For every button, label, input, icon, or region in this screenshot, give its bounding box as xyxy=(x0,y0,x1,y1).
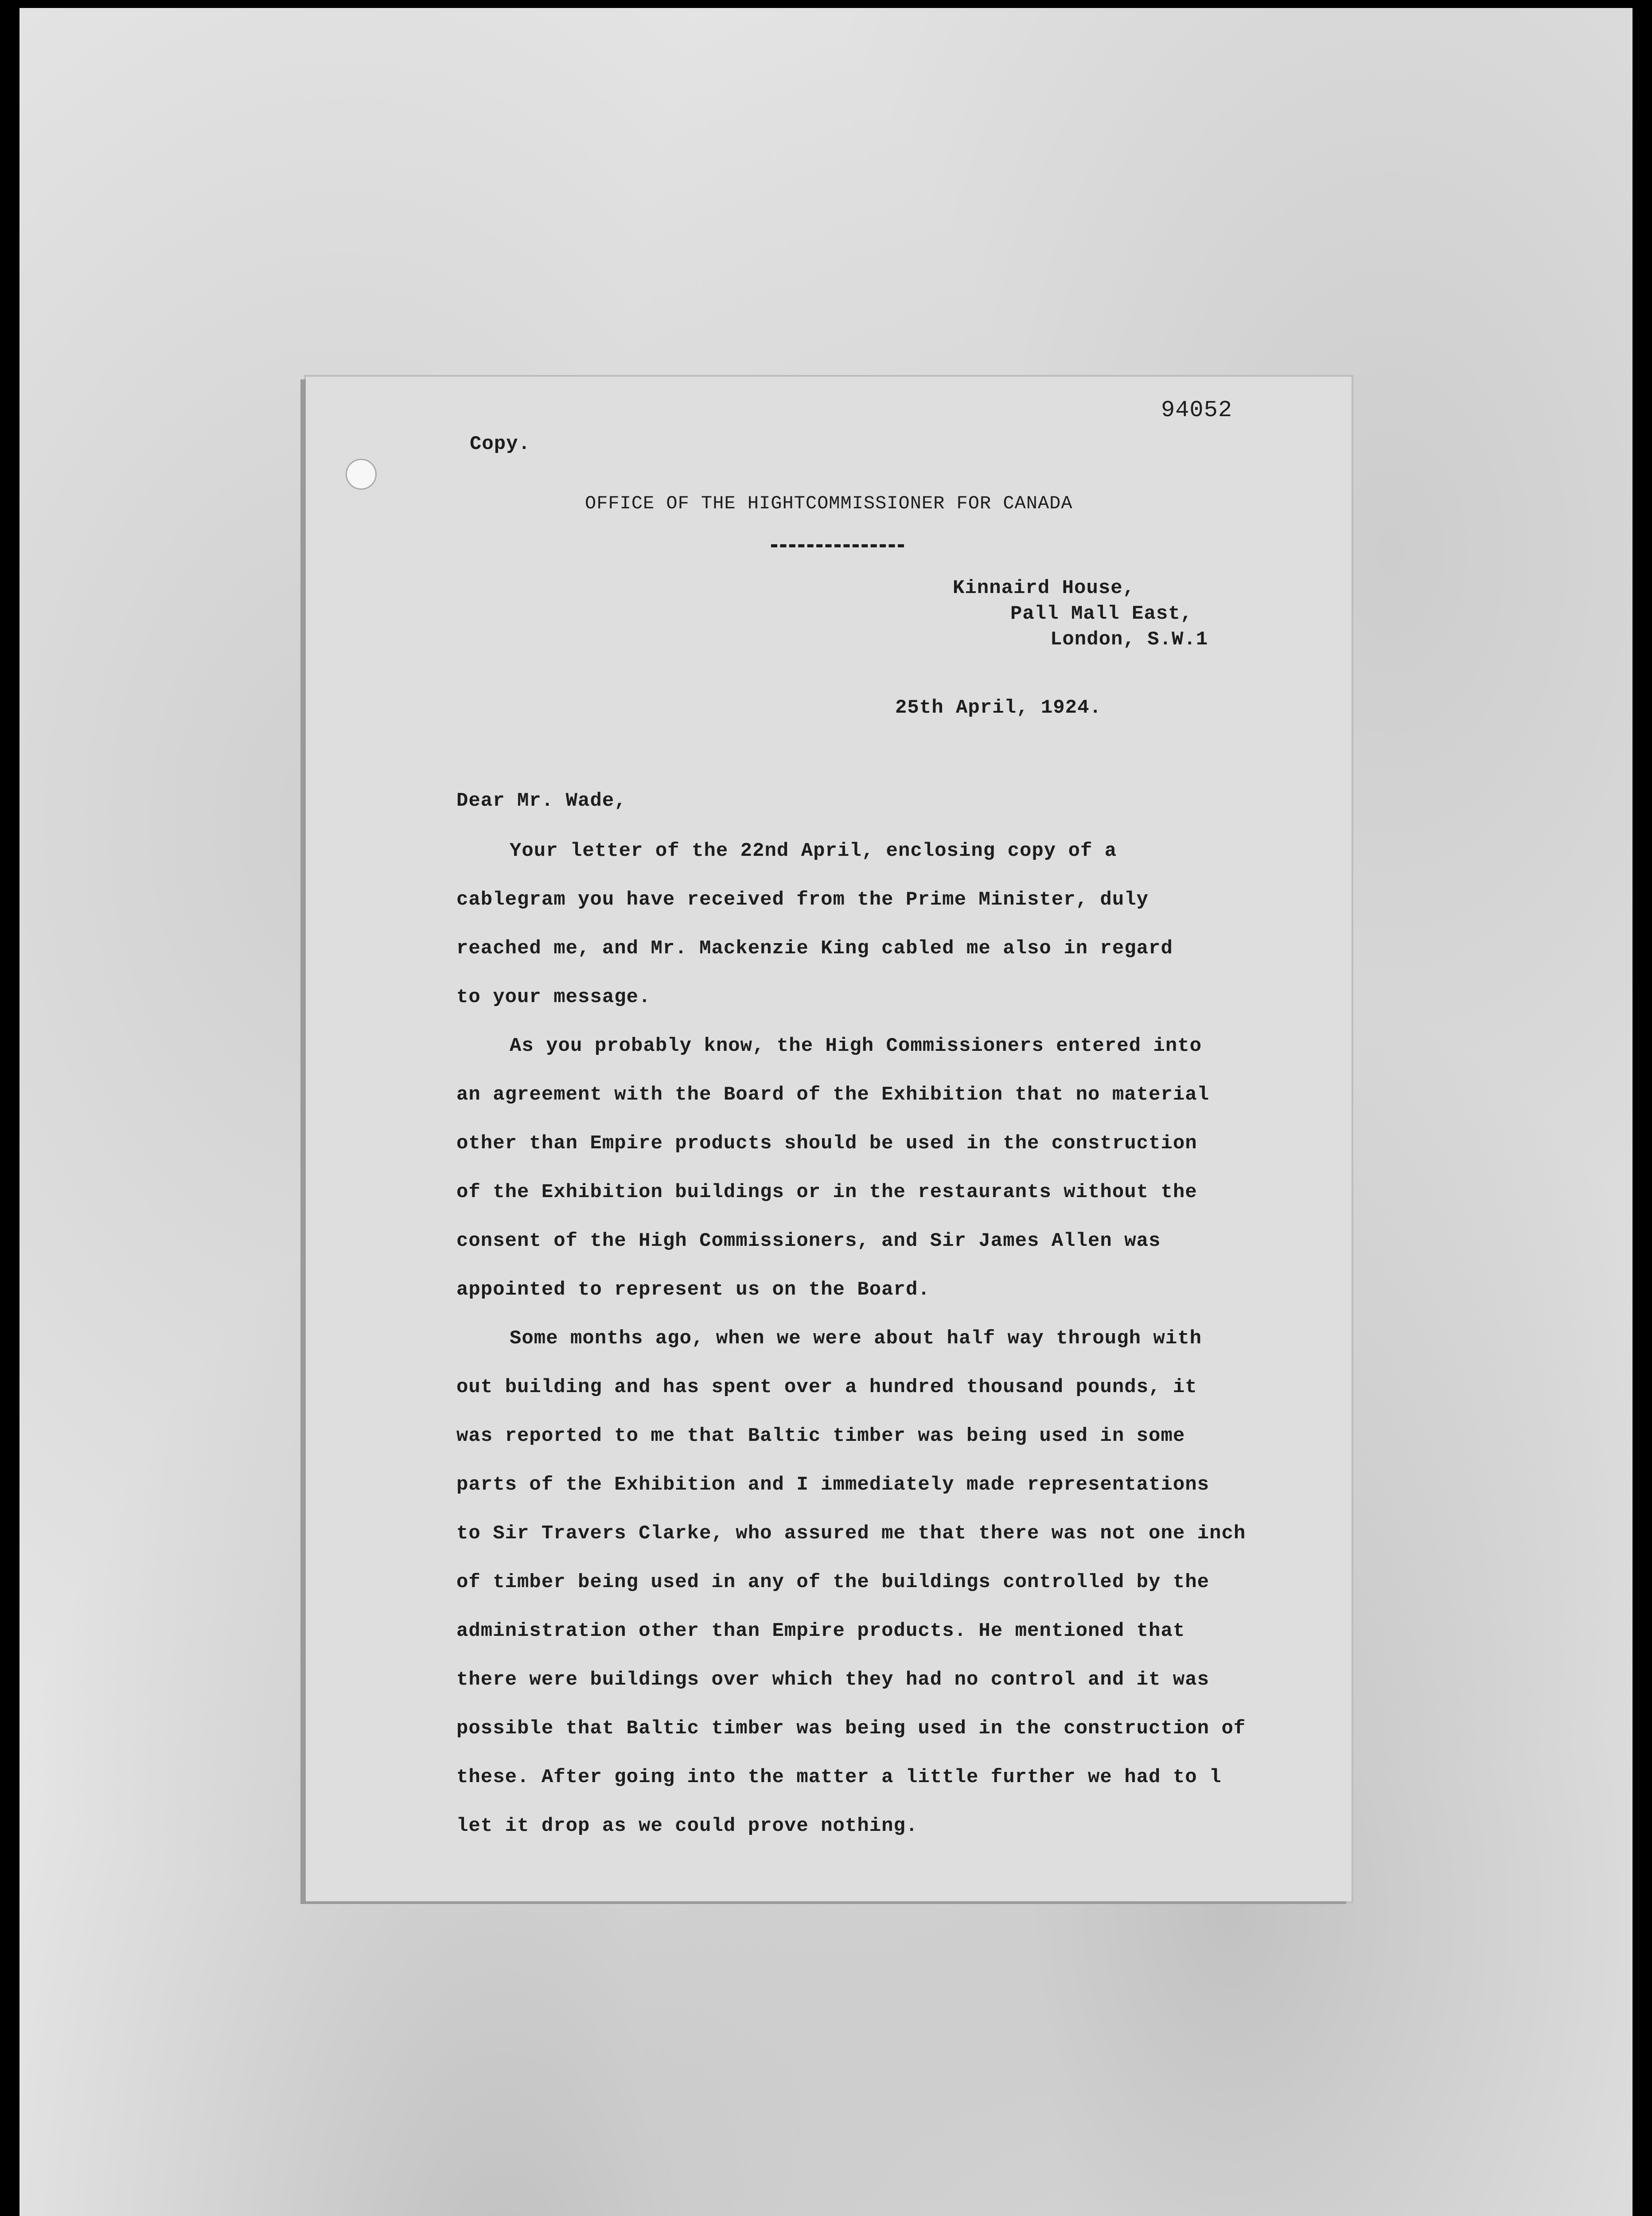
body-line: cablegram you have received from the Prime Minister, duly xyxy=(456,889,1149,911)
heading-underline xyxy=(771,544,904,547)
body-line: administration other than Empire products. He mentioned that xyxy=(456,1620,1185,1642)
office-heading: OFFICE OF THE HIGHTCOMMISSIONER FOR CANADA xyxy=(585,493,1073,514)
body-line: to your message. xyxy=(456,986,651,1008)
letter-sheet xyxy=(306,377,1352,1901)
copy-label: Copy. xyxy=(470,433,531,455)
body-line: consent of the High Commissioners, and Sir James Allen was xyxy=(456,1230,1161,1252)
body-line: there were buildings over which they had no control and it was xyxy=(456,1669,1210,1691)
body-line: out building and has spent over a hundred thousand pounds, it xyxy=(456,1376,1197,1398)
letter-date: 25th April, 1924. xyxy=(895,697,1102,719)
body-line: As you probably know, the High Commissioners entered into xyxy=(510,1035,1202,1057)
body-line: these. After going into the matter a little further we had to l xyxy=(456,1766,1222,1788)
body-line: to Sir Travers Clarke, who assured me that there was not one inch xyxy=(456,1522,1246,1545)
address-line: Pall Mall East, xyxy=(1010,603,1193,625)
body-line: parts of the Exhibition and I immediately made representations xyxy=(456,1474,1210,1496)
address-line: London, S.W.1 xyxy=(1050,628,1208,651)
body-line: Some months ago, when we were about half way through with xyxy=(510,1327,1202,1350)
body-line: an agreement with the Board of the Exhibition that no material xyxy=(456,1084,1210,1106)
body-line: of timber being used in any of the buildings controlled by the xyxy=(456,1571,1210,1593)
body-line: other than Empire products should be used in the construction xyxy=(456,1132,1197,1155)
body-line: was reported to me that Baltic timber was being used in some xyxy=(456,1425,1185,1447)
body-line: Your letter of the 22nd April, enclosing copy of a xyxy=(510,840,1117,862)
salutation: Dear Mr. Wade, xyxy=(456,790,627,812)
body-line: of the Exhibition buildings or in the restaurants without the xyxy=(456,1181,1197,1203)
body-line: let it drop as we could prove nothing. xyxy=(456,1815,918,1837)
body-line: appointed to represent us on the Board. xyxy=(456,1279,930,1301)
document-number: 94052 xyxy=(1161,397,1233,423)
body-line: possible that Baltic timber was being used in the construction of xyxy=(456,1717,1246,1740)
body-line: reached me, and Mr. Mackenzie King cabled me also in regard xyxy=(456,937,1173,960)
address-line: Kinnaird House, xyxy=(953,577,1135,599)
punch-hole xyxy=(346,459,377,490)
